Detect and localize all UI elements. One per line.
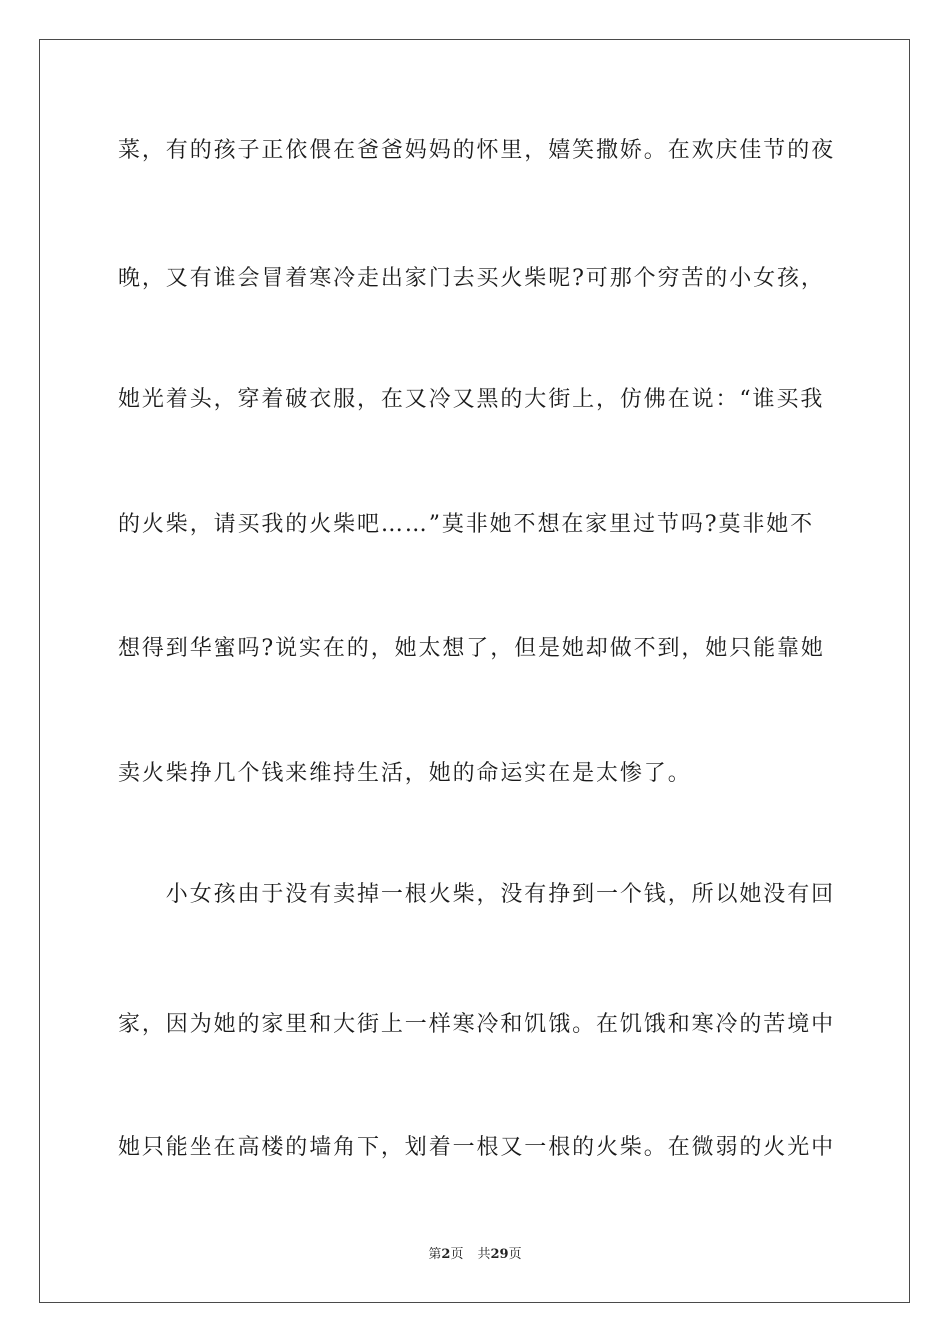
paragraph-line: 家，因为她的家里和大街上一样寒冷和饥饿。在饥饿和寒冷的苦境中 <box>118 1012 836 1037</box>
page-border <box>39 39 910 1303</box>
total-prefix: 共 <box>477 1247 491 1262</box>
paragraph-line: 晚，又有谁会冒着寒冷走出家门去买火柴呢?可那个穷苦的小女孩， <box>118 266 825 291</box>
paragraph-line: 她光着头，穿着破衣服，在又冷又黑的大街上，仿佛在说：“谁买我 <box>118 387 825 412</box>
paragraph-line: 菜，有的孩子正依偎在爸爸妈妈的怀里，嬉笑撒娇。在欢庆佳节的夜 <box>118 138 836 163</box>
page-footer <box>0 1246 950 1264</box>
total-pages: 29 <box>490 1247 509 1262</box>
page-prefix: 第 <box>428 1247 442 1262</box>
page-suffix: 页 <box>450 1247 464 1262</box>
paragraph-line: 卖火柴挣几个钱来维持生活，她的命运实在是太惨了。 <box>118 761 692 786</box>
paragraph-line: 想得到华蜜吗?说实在的，她太想了，但是她却做不到，她只能靠她 <box>118 636 825 661</box>
total-suffix: 页 <box>508 1247 522 1262</box>
paragraph-line: 的火柴，请买我的火柴吧……”莫非她不想在家里过节吗?莫非她不 <box>118 512 815 537</box>
paragraph-line: 她只能坐在高楼的墙角下，划着一根又一根的火柴。在微弱的火光中 <box>118 1135 836 1160</box>
paragraph-line: 小女孩由于没有卖掉一根火柴，没有挣到一个钱，所以她没有回 <box>118 882 836 907</box>
page-number: 2 <box>441 1247 451 1262</box>
